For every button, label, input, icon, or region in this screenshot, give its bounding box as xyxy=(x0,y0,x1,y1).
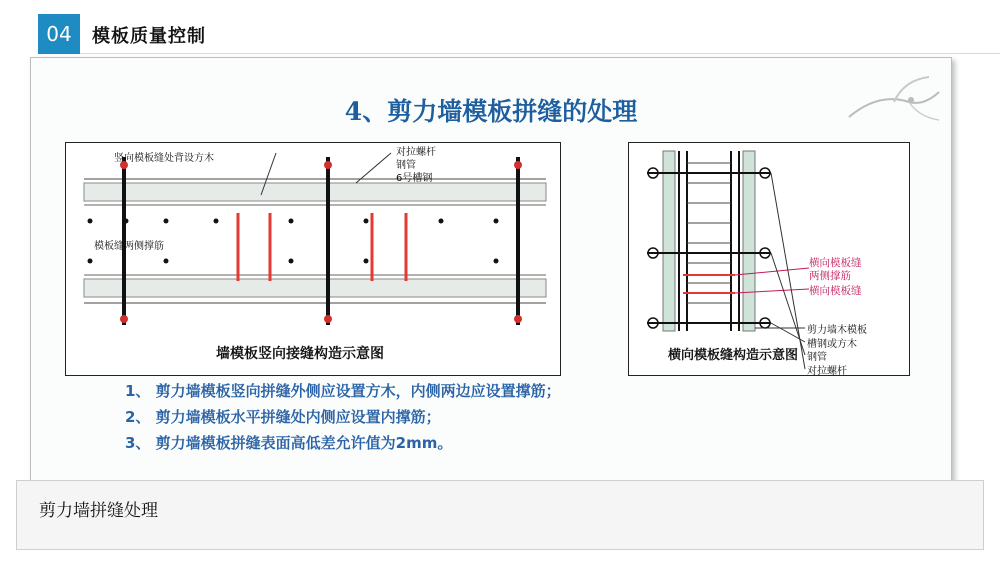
caption-box xyxy=(16,480,984,550)
note-item: 2、 剪力墙模板水平拼缝处内侧应设置内撑筋； xyxy=(125,408,441,426)
label-horizontal-seam: 横向模板缝 xyxy=(809,285,862,297)
notes-list xyxy=(125,378,561,456)
figure-horizontal-seam xyxy=(628,142,910,376)
label-tie-rod: 对拉螺杆 xyxy=(396,147,436,158)
note-item: 1、 剪力墙模板竖向拼缝外侧应设置方木，内侧两边应设置撑筋； xyxy=(125,382,561,400)
section-badge: 04 xyxy=(38,14,80,54)
figure-right-caption: 横向模板缝构造示意图 xyxy=(668,348,799,363)
label-rod: 对拉螺杆 xyxy=(807,366,847,377)
label-pipe: 钢管 xyxy=(807,352,827,363)
slide-title: 4、剪力墙模板拼缝的处理 xyxy=(344,97,638,126)
label-back-wood: 竖向模板缝处背设方木 xyxy=(114,153,214,164)
label-channel-wood: 槽钢或方木 xyxy=(807,339,857,350)
slide-image xyxy=(30,57,952,481)
label-wood-form: 剪力墙木模板 xyxy=(807,325,867,336)
label-channel-steel: 6号槽钢 xyxy=(396,173,433,184)
figure-vertical-seam xyxy=(65,142,561,376)
vertical-seam-diagram xyxy=(66,143,560,375)
label-seam-brace-2: 两侧撑筋 xyxy=(809,270,851,282)
header-divider xyxy=(80,53,1000,54)
label-seam-brace: 模板缝两侧撑筋 xyxy=(94,241,164,252)
horizontal-seam-diagram xyxy=(629,143,909,375)
figure-left-caption: 墙模板竖向接缝构造示意图 xyxy=(216,346,384,362)
label-seam-brace-1: 横向模板缝 xyxy=(809,257,862,269)
caption-text: 剪力墙拼缝处理 xyxy=(39,501,158,521)
note-item: 3、 剪力墙模板拼缝表面高低差允许值为2mm。 xyxy=(125,434,453,452)
label-steel-pipe: 钢管 xyxy=(396,160,416,171)
section-title: 模板质量控制 xyxy=(92,26,206,47)
